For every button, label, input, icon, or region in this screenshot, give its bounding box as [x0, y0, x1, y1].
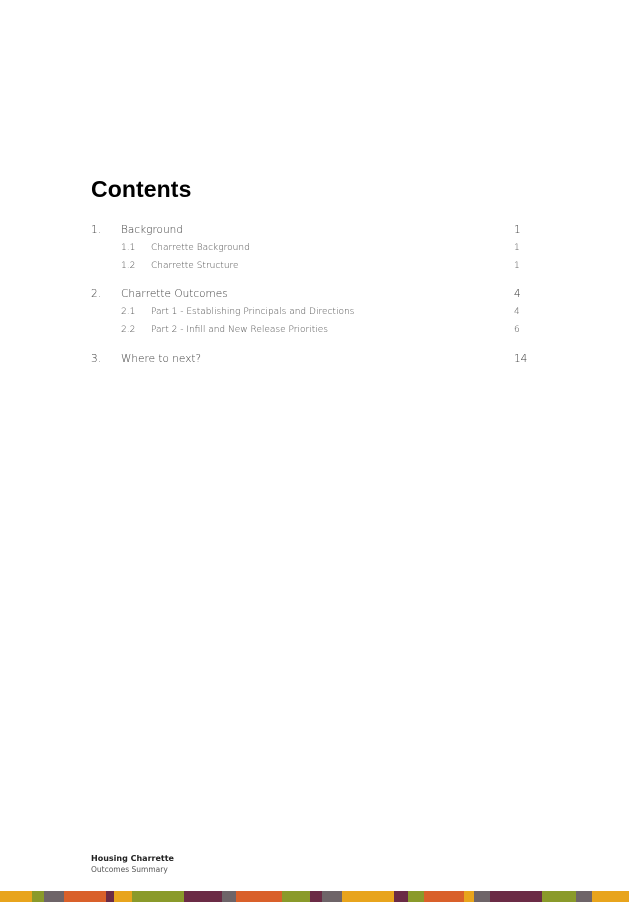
footer-title: Housing Charrette	[91, 854, 174, 863]
toc-entry-charrette-outcomes[interactable]	[0, 288, 637, 302]
stripe-segment	[0, 891, 32, 902]
toc-entry-title: Background	[121, 224, 183, 236]
stripe-segment	[576, 891, 592, 902]
toc-entry-part-1[interactable]	[0, 307, 637, 321]
toc-entry-title: Charrette Outcomes	[121, 288, 228, 300]
stripe-segment	[342, 891, 394, 902]
stripe-segment	[322, 891, 342, 902]
toc-entry-page: 6	[514, 325, 520, 335]
stripe-segment	[592, 891, 629, 902]
toc-entry-page: 1	[514, 261, 520, 271]
stripe-segment	[114, 891, 132, 902]
toc-entry-title: Charrette Structure	[151, 261, 239, 271]
stripe-segment	[44, 891, 64, 902]
stripe-segment	[132, 891, 184, 902]
toc-entry-number: 1.	[91, 224, 102, 236]
toc-entry-number: 2.	[91, 288, 102, 300]
toc-entry-page: 4	[514, 288, 521, 300]
stripe-segment	[32, 891, 44, 902]
toc-entry-number: 1.2	[121, 261, 136, 271]
stripe-segment	[64, 891, 106, 902]
toc-entry-number: 2.2	[121, 325, 136, 335]
stripe-segment	[490, 891, 542, 902]
stripe-segment	[542, 891, 576, 902]
stripe-segment	[424, 891, 464, 902]
toc-entry-charrette-structure[interactable]	[0, 261, 637, 275]
toc-entry-title: Part 1 - Establishing Principals and Directions	[151, 307, 355, 317]
stripe-segment	[222, 891, 236, 902]
stripe-segment	[184, 891, 222, 902]
stripe-segment	[310, 891, 322, 902]
toc-entry-page: 14	[514, 353, 528, 365]
toc-entry-where-to-next[interactable]	[0, 353, 637, 367]
toc-entry-page: 4	[514, 307, 520, 317]
stripe-segment	[106, 891, 114, 902]
stripe-segment	[394, 891, 408, 902]
toc-entry-title: Charrette Background	[151, 243, 250, 253]
toc-entry-charrette-background[interactable]	[0, 243, 637, 257]
toc-entry-page: 1	[514, 224, 521, 236]
toc-entry-title: Where to next?	[121, 353, 202, 365]
stripe-segment	[408, 891, 424, 902]
toc-entry-page: 1	[514, 243, 520, 253]
contents-heading: Contents	[91, 176, 192, 202]
stripe-segment	[236, 891, 282, 902]
stripe-segment	[282, 891, 310, 902]
toc-entry-part-2[interactable]	[0, 325, 637, 339]
footer-subtitle: Outcomes Summary	[91, 865, 168, 874]
footer-color-stripe	[0, 891, 637, 902]
stripe-segment	[464, 891, 474, 902]
stripe-segment	[474, 891, 490, 902]
toc-entry-background[interactable]	[0, 224, 637, 238]
toc-entry-number: 2.1	[121, 307, 136, 317]
toc-entry-number: 3.	[91, 353, 102, 365]
toc-entry-number: 1.1	[121, 243, 136, 253]
toc-entry-title: Part 2 - Infill and New Release Priorities	[151, 325, 328, 335]
